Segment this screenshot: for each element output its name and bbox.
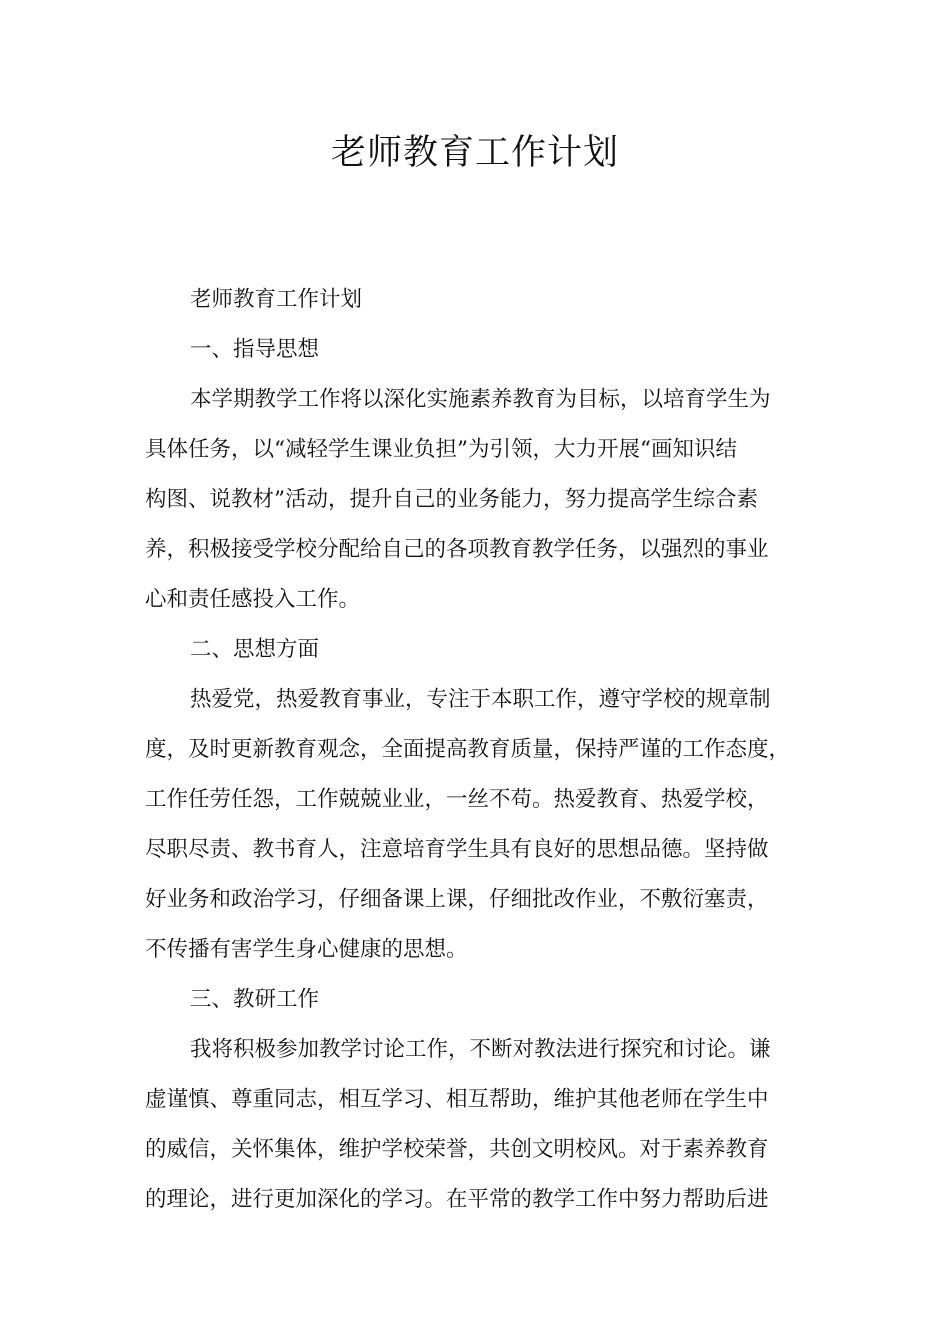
text-line: 我将积极参加教学讨论工作，不断对教法进行探究和讨论。谦 <box>190 1037 771 1062</box>
text-line: 一、指导思想 <box>190 337 320 362</box>
text-line: 心和责任感投入工作。 <box>145 587 361 612</box>
text-line: 的理论，进行更加深化的学习。在平常的教学工作中努力帮助后进 <box>145 1187 769 1212</box>
text-line: 工作任劳任怨，工作兢兢业业，一丝不苟。热爱教育、热爱学校， <box>145 787 769 812</box>
text-line: 热爱党，热爱教育事业，专注于本职工作，遵守学校的规章制 <box>190 687 771 712</box>
text-line: 二、思想方面 <box>190 637 320 662</box>
text-line: 三、教研工作 <box>190 987 320 1012</box>
text-line: 不传播有害学生身心健康的思想。 <box>145 937 468 962</box>
document-body <box>145 275 825 1225</box>
text-line: 构图、说教材”活动，提升自己的业务能力，努力提高学生综合素 <box>145 487 758 512</box>
document-title: 老师教育工作计划 <box>330 133 619 173</box>
text-line: 尽职尽责、教书育人，注意培育学生具有良好的思想品德。坚持做 <box>145 837 769 862</box>
text-line: 本学期教学工作将以深化实施素养教育为目标，以培育学生为 <box>190 387 771 412</box>
text-line: 具体任务，以“减轻学生课业负担”为引领，大力开展“画知识结 <box>145 437 737 462</box>
text-line: 虚谨慎、尊重同志，相互学习、相互帮助，维护其他老师在学生中 <box>145 1087 769 1112</box>
text-line: 好业务和政治学习，仔细备课上课，仔细批改作业，不敷衍塞责， <box>145 887 769 912</box>
text-line: 老师教育工作计划 <box>190 287 363 312</box>
text-line: 度，及时更新教育观念，全面提高教育质量，保持严谨的工作态度， <box>145 737 791 762</box>
text-line: 养，积极接受学校分配给自己的各项教育教学任务，以强烈的事业 <box>145 537 769 562</box>
text-line: 的威信，关怀集体，维护学校荣誉，共创文明校风。对于素养教育 <box>145 1137 769 1162</box>
